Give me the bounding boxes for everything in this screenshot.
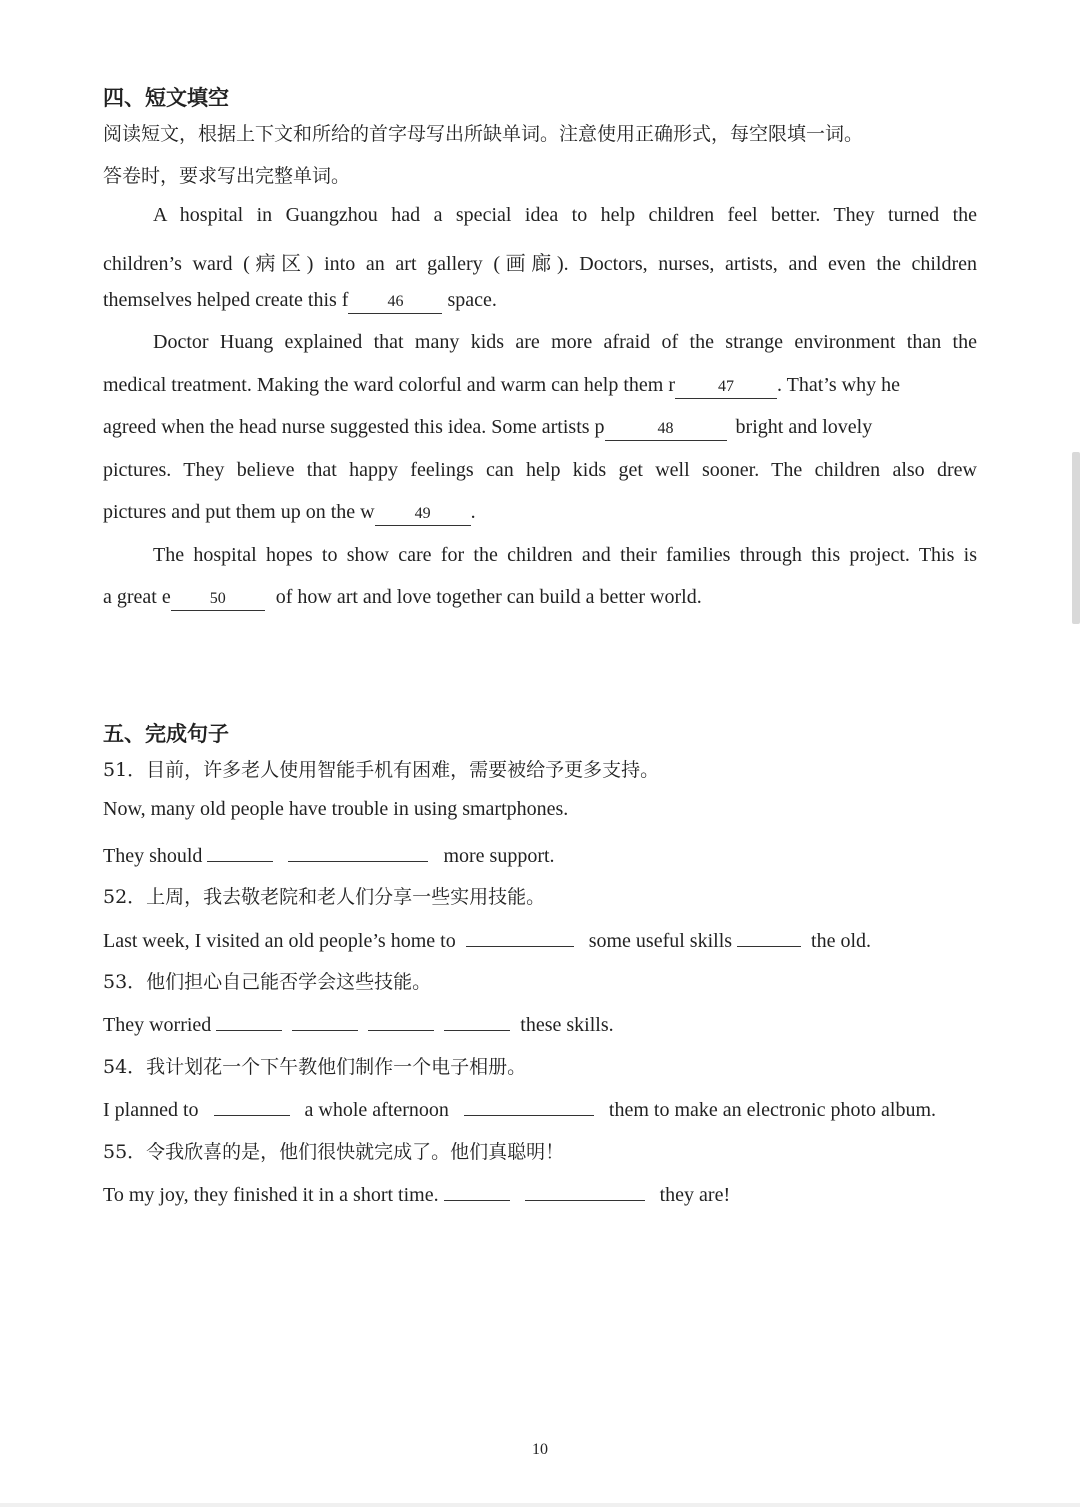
blank-47[interactable]: 47 (675, 378, 777, 399)
sentence-text: a whole afternoon (299, 1099, 454, 1121)
passage-line: pictures. They believe that happy feelings can help kids get well sooner. The children also drew (103, 459, 977, 481)
sentence-text: To my joy, they finished it in a short time. (103, 1184, 444, 1206)
question-55-chinese: 55．令我欣喜的是，他们很快就完成了。他们真聪明！ (103, 1141, 565, 1163)
answer-blank[interactable] (466, 926, 574, 947)
question-51-answer-line (103, 841, 977, 868)
sentence-text: the old. (806, 930, 872, 952)
passage-line (103, 586, 977, 611)
blank-49[interactable]: 49 (375, 505, 471, 526)
passage-text: agreed when the head nurse suggested this idea. Some artists p (103, 416, 605, 438)
passage-line: children’s ward (病区) into an art gallery (画廊). Doctors, nurses, artists, and even the children (103, 253, 977, 275)
answer-blank[interactable] (464, 1095, 594, 1116)
blank-48[interactable]: 48 (605, 420, 727, 441)
answer-blank[interactable] (292, 1010, 358, 1031)
question-52-answer-line (103, 926, 977, 953)
sentence-text: They should (103, 845, 208, 867)
section-4-title: 四、短文填空 (103, 86, 229, 110)
question-54-chinese: 54．我计划花一个下午教他们制作一个电子相册。 (103, 1056, 527, 1078)
answer-blank[interactable] (368, 1010, 434, 1031)
section-5-title: 五、完成句子 (103, 722, 229, 746)
sentence-text: they are! (654, 1184, 731, 1206)
passage-text: themselves helped create this f (103, 289, 349, 311)
passage-line: The hospital hopes to show care for the children and their families through this project. This is (153, 544, 977, 566)
passage-text: medical treatment. Making the ward colorful and warm can help them r (103, 374, 676, 396)
page-bottom-edge (0, 1503, 1080, 1507)
page-number: 10 (532, 1441, 548, 1458)
passage-text: a great e (103, 586, 171, 608)
sentence-text: They worried (103, 1014, 217, 1036)
sentence-text: more support. (438, 845, 555, 867)
scrollbar-thumb[interactable] (1072, 452, 1080, 624)
answer-blank[interactable] (288, 841, 428, 862)
passage-line: A hospital in Guangzhou had a special idea to help children feel better. They turned the (153, 204, 977, 226)
answer-blank[interactable] (525, 1180, 645, 1201)
passage-text: of how art and love together can build a better world. (270, 586, 702, 608)
blank-46[interactable]: 46 (348, 293, 442, 314)
question-53-answer-line (103, 1010, 977, 1037)
question-54-answer-line (103, 1095, 977, 1122)
answer-blank[interactable] (207, 841, 273, 862)
sentence-text: these skills. (515, 1014, 614, 1036)
question-52-chinese: 52．上周，我去敬老院和老人们分享一些实用技能。 (103, 886, 546, 908)
answer-blank[interactable] (216, 1010, 282, 1031)
sentence-text: them to make an electronic photo album. (603, 1099, 937, 1121)
passage-text: pictures and put them up on the w (103, 501, 375, 523)
answer-blank[interactable] (214, 1095, 290, 1116)
question-51-chinese: 51．目前，许多老人使用智能手机有困难，需要被给予更多支持。 (103, 759, 660, 781)
passage-text: space. (442, 289, 497, 311)
section-4-instruction: 阅读短文，根据上下文和所给的首字母写出所缺单词。注意使用正确形式，每空限填一词。 (103, 123, 864, 145)
answer-blank[interactable] (444, 1010, 510, 1031)
answer-blank[interactable] (444, 1180, 510, 1201)
blank-50[interactable]: 50 (171, 590, 265, 611)
answer-blank[interactable] (737, 926, 801, 947)
passage-line (103, 416, 977, 441)
question-53-chinese: 53．他们担心自己能否学会这些技能。 (103, 971, 432, 993)
sentence-text: Last week, I visited an old people’s home to (103, 930, 461, 952)
passage-line (103, 289, 977, 314)
sentence-text: I planned to (103, 1099, 204, 1121)
passage-text: . That’s why he (777, 374, 900, 396)
passage-text: bright and lovely (730, 416, 873, 438)
passage-line (103, 501, 977, 526)
question-51-sentence: Now, many old people have trouble in using smartphones. (103, 798, 569, 820)
question-55-answer-line (103, 1180, 977, 1207)
passage-line: Doctor Huang explained that many kids are more afraid of the strange environment than the (153, 331, 977, 353)
passage-line (103, 374, 977, 399)
sentence-text: some useful skills (583, 930, 738, 952)
passage-text: . (470, 501, 476, 523)
section-4-instruction-cont: 答卷时，要求写出完整单词。 (103, 165, 351, 187)
